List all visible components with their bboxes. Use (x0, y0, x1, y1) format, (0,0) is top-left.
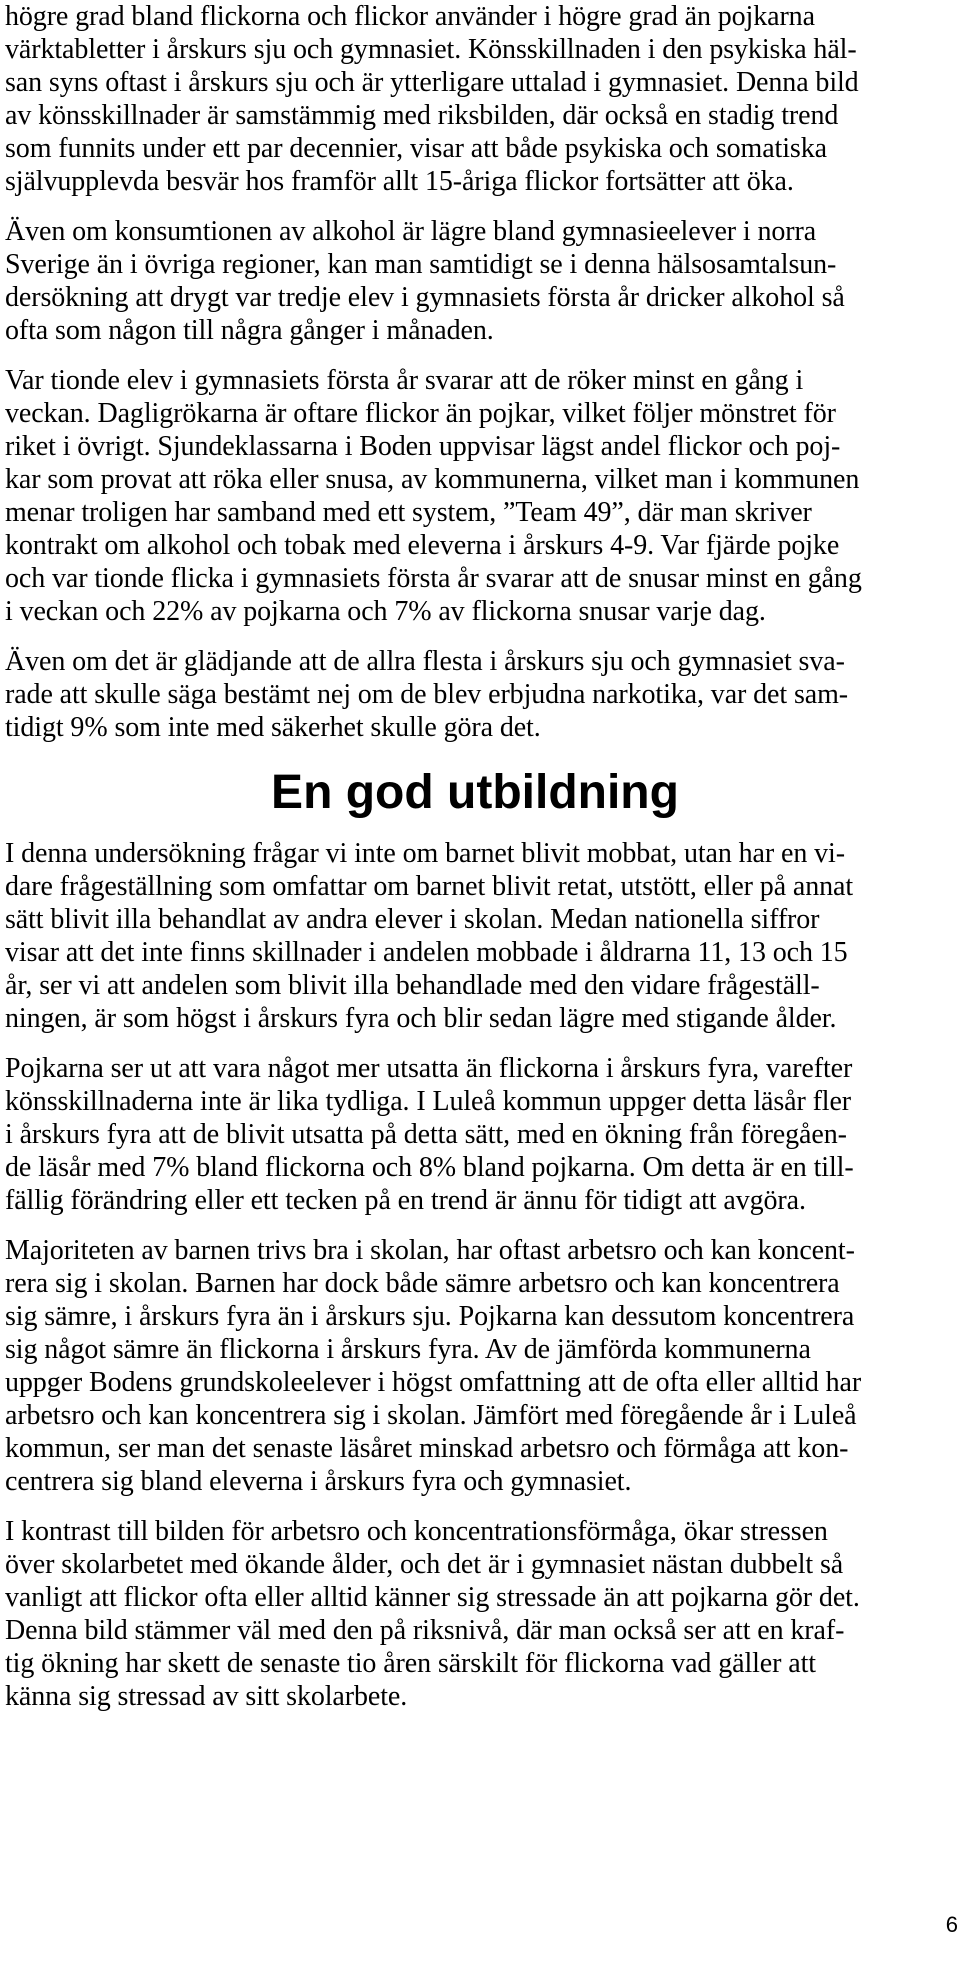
text-line: visar att det inte finns skillnader i andelen mobbade i åldrarna 11, 13 och 15 (5, 937, 848, 968)
text-line: ofta som någon till några gånger i månaden. (5, 315, 494, 346)
text-line: vanligt att flickor ofta eller alltid känner sig stressade än att pojkarna gör det. (5, 1582, 860, 1613)
text-line: arbetsro och kan koncentrera sig i skolan. Jämfört med föregående år i Luleå (5, 1400, 857, 1431)
text-line: uppger Bodens grundskoleelever i högst omfattning att de ofta eller alltid har (5, 1367, 862, 1398)
text-line: år, ser vi att andelen som blivit illa behandlade med den vidare frågeställ- (5, 970, 820, 1001)
text-line: kar som provat att röka eller snusa, av kommunerna, vilket man i kommunen (5, 464, 860, 495)
text-line: Majoriteten av barnen trivs bra i skolan, har oftast arbetsro och kan koncent- (5, 1235, 855, 1266)
text-line: Även om konsumtionen av alkohol är lägre bland gymnasieelever i norra (5, 216, 817, 247)
text-line: Var tionde elev i gymnasiets första år svarar att de röker minst en gång i (5, 365, 804, 396)
text-line: tig ökning har skett de senaste tio åren särskilt för flickorna vad gäller att (5, 1648, 816, 1679)
paragraph-gender-differences (5, 0, 947, 198)
paragraph-boys-exposed (5, 1052, 947, 1217)
paragraph-tobacco (5, 364, 947, 628)
text-line: dare frågeställning som omfattar om barnet blivit retat, utstött, eller på annat (5, 871, 854, 902)
text-line: över skolarbetet med ökande ålder, och det är i gymnasiet nästan dubbelt så (5, 1549, 844, 1580)
text-line: Denna bild stämmer väl med den på riksnivå, där man också ser att en kraf- (5, 1615, 845, 1646)
text-line: I denna undersökning frågar vi inte om barnet blivit mobbat, utan har en vi- (5, 838, 845, 869)
text-line: sätt blivit illa behandlat av andra elever i skolan. Medan nationella siffror (5, 904, 820, 935)
text-line: i veckan och 22% av pojkarna och 7% av flickorna snusar varje dag. (5, 596, 766, 627)
text-line: ningen, är som högst i årskurs fyra och blir sedan lägre med stigande ålder. (5, 1003, 837, 1034)
text-line: fällig förändring eller ett tecken på en trend är ännu för tidigt att avgöra. (5, 1185, 806, 1216)
paragraph-stress (5, 1515, 947, 1713)
text-line: menar troligen har samband med ett system, ”Team 49”, där man skriver (5, 497, 812, 528)
page-number: 6 (945, 1912, 958, 1937)
text-line: tidigt 9% som inte med säkerhet skulle göra det. (5, 712, 541, 743)
paragraph-alcohol (5, 215, 947, 347)
text-line: självupplevda besvär hos framför allt 15-åriga flickor fortsätter att öka. (5, 166, 794, 197)
text-line: och var tionde flicka i gymnasiets första år svarar att de snusar minst en gång (5, 563, 862, 594)
text-line: känna sig stressad av sitt skolarbete. (5, 1681, 408, 1712)
text-line: rera sig i skolan. Barnen har dock både sämre arbetsro och kan koncentrera (5, 1268, 840, 1299)
text-line: könsskillnaderna inte är lika tydliga. I Luleå kommun uppger detta läsår fler (5, 1086, 852, 1117)
text-line: Även om det är glädjande att de allra flesta i årskurs sju och gymnasiet sva- (5, 646, 845, 677)
text-line: som funnits under ett par decennier, visar att både psykiska och somatiska (5, 133, 827, 164)
text-line: san syns oftast i årskurs sju och är ytterligare uttalad i gymnasiet. Denna bild (5, 67, 859, 98)
text-line: kommun, ser man det senaste läsåret minskad arbetsro och förmåga att kon- (5, 1433, 849, 1464)
text-line: Pojkarna ser ut att vara något mer utsatta än flickorna i årskurs fyra, varefter (5, 1053, 853, 1084)
text-line: dersökning att drygt var tredje elev i gymnasiets första år dricker alkohol så (5, 282, 845, 313)
text-line: I kontrast till bilden för arbetsro och koncentrationsförmåga, ökar stressen (5, 1516, 828, 1547)
text-line: de läsår med 7% bland flickorna och 8% bland pojkarna. Om detta är en till- (5, 1152, 854, 1183)
text-line: Sverige än i övriga regioner, kan man samtidigt se i denna hälsosamtalsun- (5, 249, 837, 280)
text-line: riket i övrigt. Sjundeklassarna i Boden uppvisar lägst andel flickor och poj- (5, 431, 841, 462)
text-line: av könsskillnader är samstämmig med riksbilden, där också en stadig trend (5, 100, 839, 131)
text-line: sig sämre, i årskurs fyra än i årskurs sju. Pojkarna kan dessutom koncentrera (5, 1301, 855, 1332)
section-heading: En god utbildning (271, 766, 679, 819)
paragraph-bullying (5, 837, 947, 1035)
text-line: värktabletter i årskurs sju och gymnasiet. Könsskillnaden i den psykiska häl- (5, 34, 857, 65)
paragraph-school-wellbeing (5, 1234, 947, 1498)
text-line: rade att skulle säga bestämt nej om de blev erbjudna narkotika, var det sam- (5, 679, 848, 710)
paragraph-narcotics (5, 645, 947, 744)
text-line: högre grad bland flickorna och flickor använder i högre grad än pojkarna (5, 1, 815, 32)
page-content (5, 0, 947, 1730)
text-line: veckan. Dagligrökarna är oftare flickor än pojkar, vilket följer mönstret för (5, 398, 836, 429)
text-line: sig något sämre än flickorna i årskurs fyra. Av de jämförda kommunerna (5, 1334, 811, 1365)
text-line: kontrakt om alkohol och tobak med eleverna i årskurs 4-9. Var fjärde pojke (5, 530, 840, 561)
text-line: centrera sig bland eleverna i årskurs fyra och gymnasiet. (5, 1466, 632, 1497)
text-line: i årskurs fyra att de blivit utsatta på detta sätt, med en ökning från föregåen- (5, 1119, 847, 1150)
